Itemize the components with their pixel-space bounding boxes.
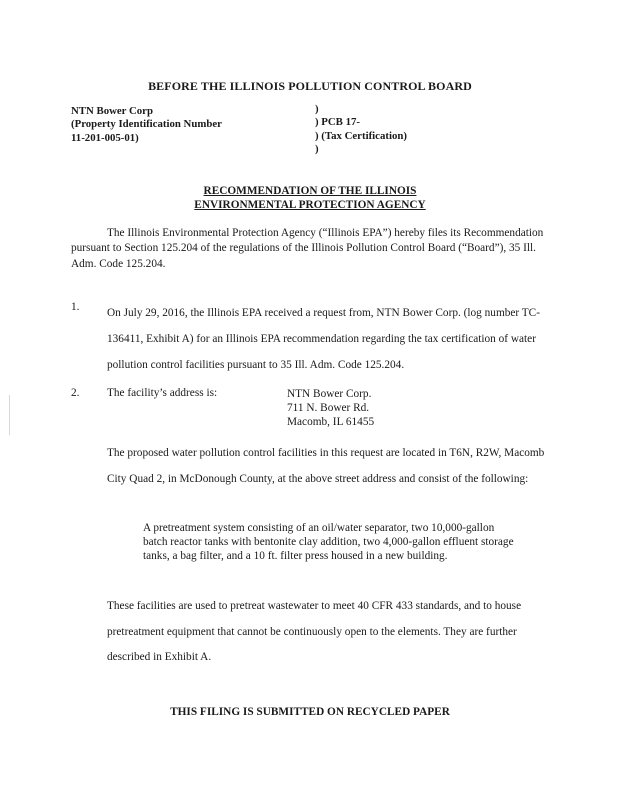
case-caption-parties <box>71 105 222 145</box>
facility-description-quote: A pretreatment system consisting of an oil/water separator, two 10,000-gallon batch reactor tanks with bentonite clay addition, two 4,000-gallon effluent storage tanks, a bag filter, and a 10 ft. filter press housed in a new building. <box>143 522 514 562</box>
intro-paragraph: The Illinois Environmental Protection Agency (“Illinois EPA”) hereby files its Recommendation pursuant to Section 125.204 of the regulations of the Illinois Pollution Control Board (“Board”), 35 Ill. Adm. Code 125.204. <box>71 227 544 270</box>
petitioner-name: NTN Bower Corp <box>71 105 153 117</box>
caption-bracket-1: ) <box>315 103 319 115</box>
title-line-1: RECOMMENDATION OF THE ILLINOIS <box>203 185 417 197</box>
address-line-3: Macomb, IL 61455 <box>287 416 375 428</box>
paragraph-1-text: On July 29, 2016, the Illinois EPA received a request from, NTN Bower Corp. (log number TC-136411, Exhibit A) for an Illinois EPA recommendation regarding the tax certification of water pollution control facilities pursuant to 35 Ill. Adm. Code 125.204. <box>107 307 540 371</box>
case-caption-docket <box>315 103 407 156</box>
facility-address-label: The facility’s address is: <box>107 387 218 399</box>
docket-number: ) PCB 17- <box>315 116 360 129</box>
paragraph-2-number: 2. <box>71 387 80 399</box>
property-id-line-1: (Property Identification Number <box>71 118 222 131</box>
address-line-1: NTN Bower Corp. <box>287 388 372 400</box>
paragraph-1-number: 1. <box>71 301 80 313</box>
title-line-2: ENVIRONMENTAL PROTECTION AGENCY <box>194 198 426 211</box>
recycled-paper-footer: THIS FILING IS SUBMITTED ON RECYCLED PAPER <box>170 706 450 718</box>
document-title <box>0 185 620 212</box>
scan-edge-mark <box>9 395 10 435</box>
facility-location-paragraph: The proposed water pollution control facilities in this request are located in T6N, R2W, Macomb City Quad 2, in McDonough County, at the above street address and consist of the following: <box>107 447 545 485</box>
facility-address <box>287 387 374 429</box>
address-line-2: 711 N. Bower Rd. <box>287 402 370 414</box>
property-id-line-2: 11-201-005-01) <box>71 131 139 144</box>
case-type: ) (Tax Certification) <box>315 129 407 142</box>
board-heading: BEFORE THE ILLINOIS POLLUTION CONTROL BOARD <box>148 79 472 93</box>
caption-bracket-4: ) <box>315 142 319 155</box>
facility-purpose-paragraph: These facilities are used to pretreat wastewater to meet 40 CFR 433 standards, and to house pretreatment equipment that cannot be continuously open to the elements. They are further described in Exhibit A. <box>107 600 522 663</box>
